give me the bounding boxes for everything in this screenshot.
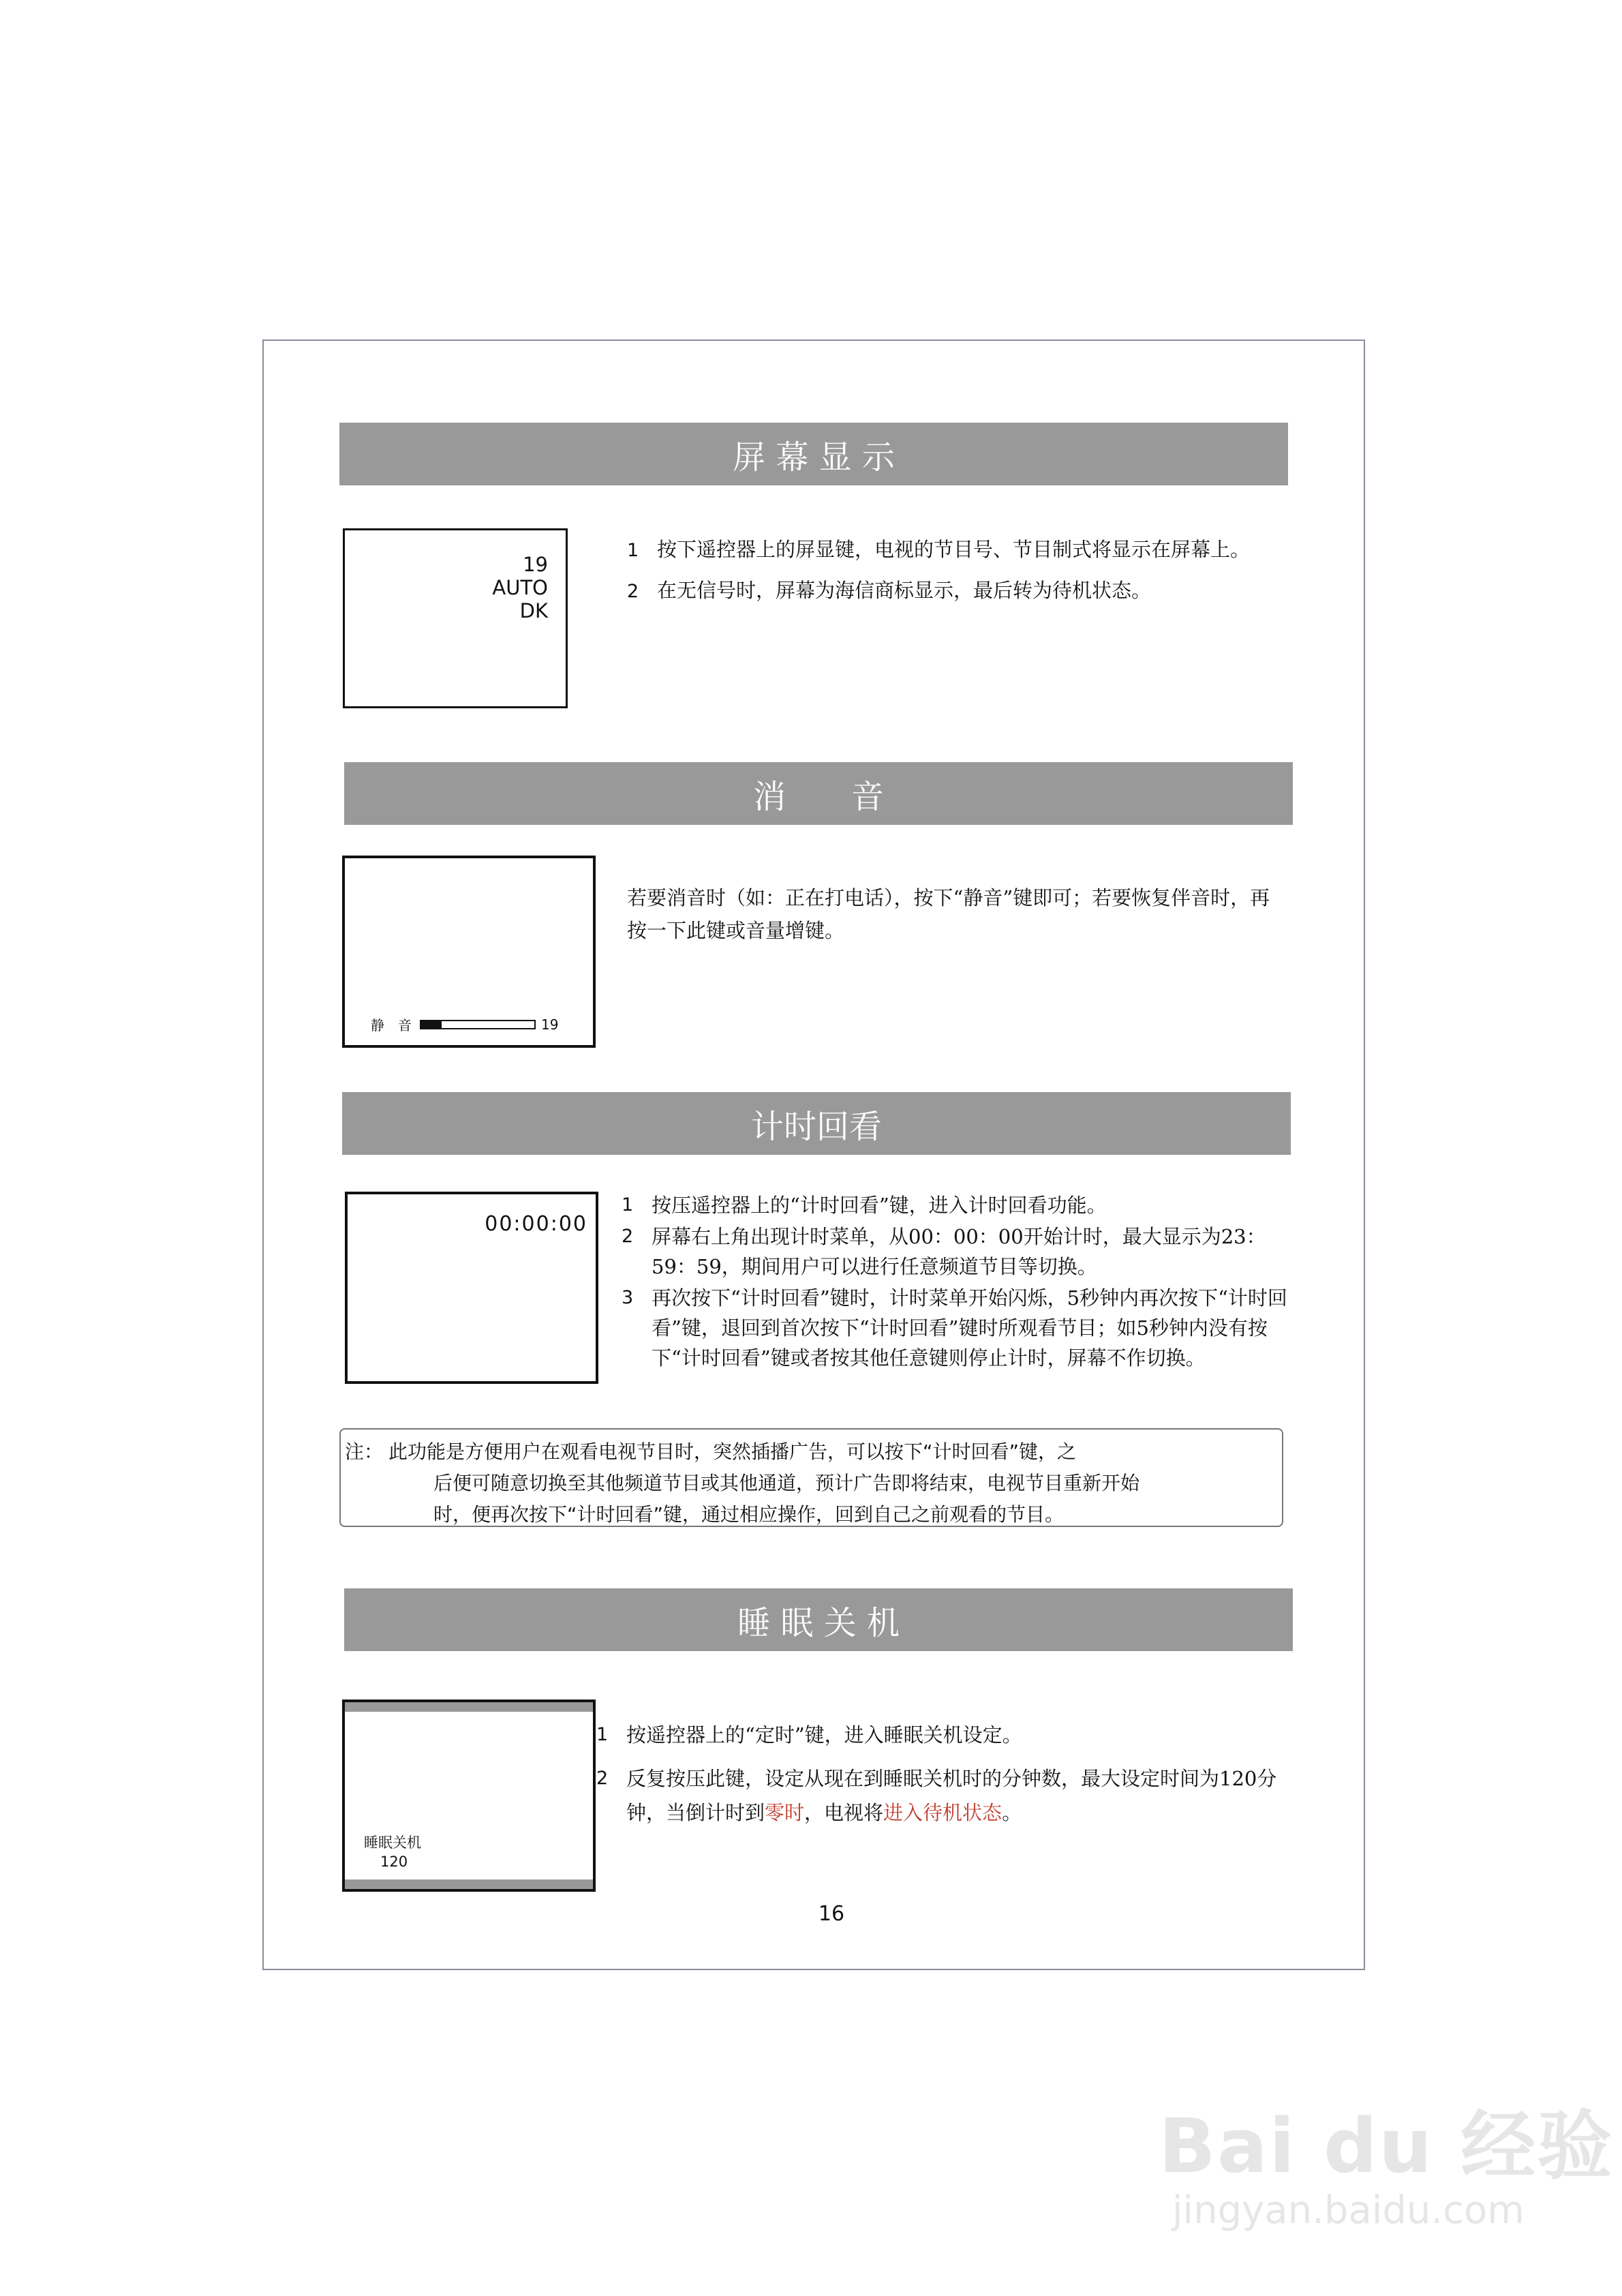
mute-label: 静 音 <box>371 1017 412 1033</box>
section-title-text: 计时回看 <box>750 1107 882 1146</box>
timer-screen <box>345 1192 598 1384</box>
section-title-mute <box>344 762 1293 825</box>
section-title-sleep <box>344 1588 1293 1651</box>
list-item: 3 再次按下“计时回看”键时，计时菜单开始闪烁，5秒钟内再次按下“计时回看”键，退回到首次按下“计时回看”键时所观看节目；如5秒钟内没有按下“计时回看”键或者按其他任意键则停止计时，屏幕不作切换。 <box>622 1286 1287 1370</box>
list-item: 2 在无信号时，屏幕为海信商标显示，最后转为待机状态。 <box>627 579 1152 602</box>
section-title-text: 睡 眠 关 机 <box>737 1603 900 1642</box>
channel-number: 19 <box>523 553 548 576</box>
mute-instructions: 若要消音时（如：正在打电话），按下“静音”键即可；若要恢复伴音时，再按一下此键或音量增键。 <box>627 886 1270 942</box>
list-item: 2 屏幕右上角出现计时菜单，从00：00：00开始计时，最大显示为23：59：59，期间用户可以进行任意频道节目等切换。 <box>622 1225 1266 1278</box>
section-title-text: 消 音 <box>752 777 884 816</box>
sound-system: DK <box>519 599 548 622</box>
sleep-instructions <box>596 1718 1295 1830</box>
highlight-zero: 零时 <box>765 1801 805 1824</box>
highlight-standby: 进入待机状态 <box>883 1801 1003 1824</box>
watermark-url: jingyan.baidu.com <box>1172 2188 1525 2233</box>
page-number: 16 <box>818 1902 845 1926</box>
list-item: 1 按下遥控器上的屏显键，电视的节目号、节目制式将显示在屏幕上。 <box>627 538 1251 561</box>
section-title-text: 屏 幕 显 示 <box>733 438 895 477</box>
timer-instructions <box>622 1190 1293 1373</box>
display-screen <box>343 528 568 708</box>
volume-bar <box>420 1020 536 1029</box>
volume-level-fill <box>421 1021 442 1028</box>
list-item: 1 按遥控器上的“定时”键，进入睡眠关机设定。 <box>596 1723 1022 1747</box>
watermark-logo: Bai du 经验 <box>1159 2102 1614 2190</box>
sleep-label: 睡眠关机 <box>364 1834 421 1851</box>
volume-value: 19 <box>541 1016 559 1033</box>
screen-top-strip <box>345 1702 593 1712</box>
display-instructions <box>627 534 1322 616</box>
mute-screen <box>342 856 596 1048</box>
note-label: 注： <box>345 1440 384 1463</box>
list-item: 1 按压遥控器上的“计时回看”键，进入计时回看功能。 <box>622 1194 1107 1217</box>
timer-note: 注： 此功能是方便用户在观看电视节目时，突然插播广告，可以按下“计时回看”键，之 后便可随意切换至其他频道节目或其他通道，预计广告即将结束，电视节目重新开始 时，便再次按下“计时回看”键，通过相应操作，回到自己之前观看的节目。 <box>339 1428 1283 1527</box>
timer-readout: 00:00:00 <box>485 1212 587 1236</box>
section-title-timer <box>342 1092 1291 1155</box>
section-title-display <box>339 423 1288 485</box>
sleep-minutes: 120 <box>380 1854 408 1870</box>
list-item: 2 反复按压此键，设定从现在到睡眠关机时的分钟数，最大设定时间为120分钟，当倒计时到零时，电视将进入待机状态。 <box>596 1767 1277 1824</box>
screen-bottom-strip <box>345 1879 593 1889</box>
system-mode: AUTO <box>492 576 548 599</box>
sleep-screen <box>342 1700 596 1892</box>
